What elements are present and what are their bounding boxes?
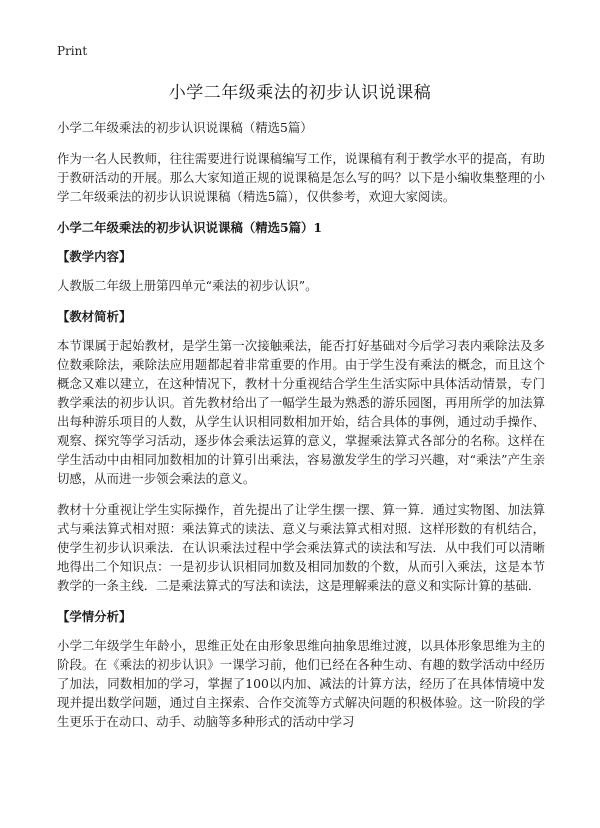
textbook-analysis-paragraph-2: 教材十分重视让学生实际操作，首先提出了让学生摆一摆、算一算．通过实物图、加法算式与乘法算式相对照：乘法算式的读法、意义与乘法算式相对照．这样形数的有机结合，使学生初步认识乘法．在认识乘法过程中学会乘法算式的读法和写法．从中我们可以清晰地得出二个知识点：一是初步认识相同加数及相同加数的个数，从而引入乘法，这是本节教学的一条主线．二是乘法算式的写法和读法，这是理解乘法的意义和实际计算的基础． <box>57 502 545 593</box>
document-title: 小学二年级乘法的初步认识说课稿 <box>168 83 432 103</box>
textbook-analysis-paragraph-1: 本节课属于起始教材，是学生第一次接触乘法，能否打好基础对今后学习表内乘除法及多位数乘除法，乘除法应用题都起着非常重要的作用。由于学生没有乘法的概念，而且这个概念又难以建立，在这种情况下，教材十分重视结合学生生活实际中具体活动情景，专门教学乘法的初步认识。首先教材给出了一幅学生最为熟悉的游乐园图，再用所学的加法算出每种游乐项目的人数，从学生认识相同数相加开始，结合具体的事例，通过动手操作、观察、探究等学习活动，逐步体会乘法运算的意义，掌握乘法算式各部分的名称。这样在学生活动中由相同加数相加的计算引出乘法，容易激发学生的学习兴趣，对“乘法”产生亲切感，从而进一步领会乘法的意义。 <box>57 338 545 486</box>
learner-analysis-heading: 【学情分析】 <box>57 609 132 624</box>
learner-analysis-paragraph: 小学二年级学生年龄小，思维正处在由形象思维向抽象思维过渡，以具体形象思维为主的阶段。在《乘法的初步认识》一课学习前，他们已经在各种生动、有趣的数学活动中经历了加法，同数相加的学习，掌握了100以内加、减法的计算方法，经历了在具体情境中发现并提出数学问题，通过自主探索、合作交流等方式解决问题的积极体验。这一阶段的学生更乐于在动口、动手、动脑等多种形式的活动中学习 <box>57 638 545 729</box>
print-link[interactable]: Print <box>57 44 88 58</box>
document-subtitle: 小学二年级乘法的初步认识说课稿（精选5篇） <box>57 120 313 135</box>
teaching-content-heading: 【教学内容】 <box>57 249 132 264</box>
section-heading: 小学二年级乘法的初步认识说课稿（精选5篇）1 <box>57 220 323 235</box>
intro-paragraph: 作为一名人民教师，往往需要进行说课稿编写工作，说课稿有利于教学水平的提高，有助于教研活动的开展。那么大家知道正规的说课稿是怎么写的吗？以下是小编收集整理的小学二年级乘法的初步认识说课稿（精选5篇），仅供参考，欢迎大家阅读。 <box>57 151 545 204</box>
document-body <box>57 118 545 743</box>
teaching-content-paragraph: 人教版二年级上册第四单元“乘法的初步认识”。 <box>57 278 318 293</box>
textbook-analysis-heading: 【教材简析】 <box>57 309 132 324</box>
